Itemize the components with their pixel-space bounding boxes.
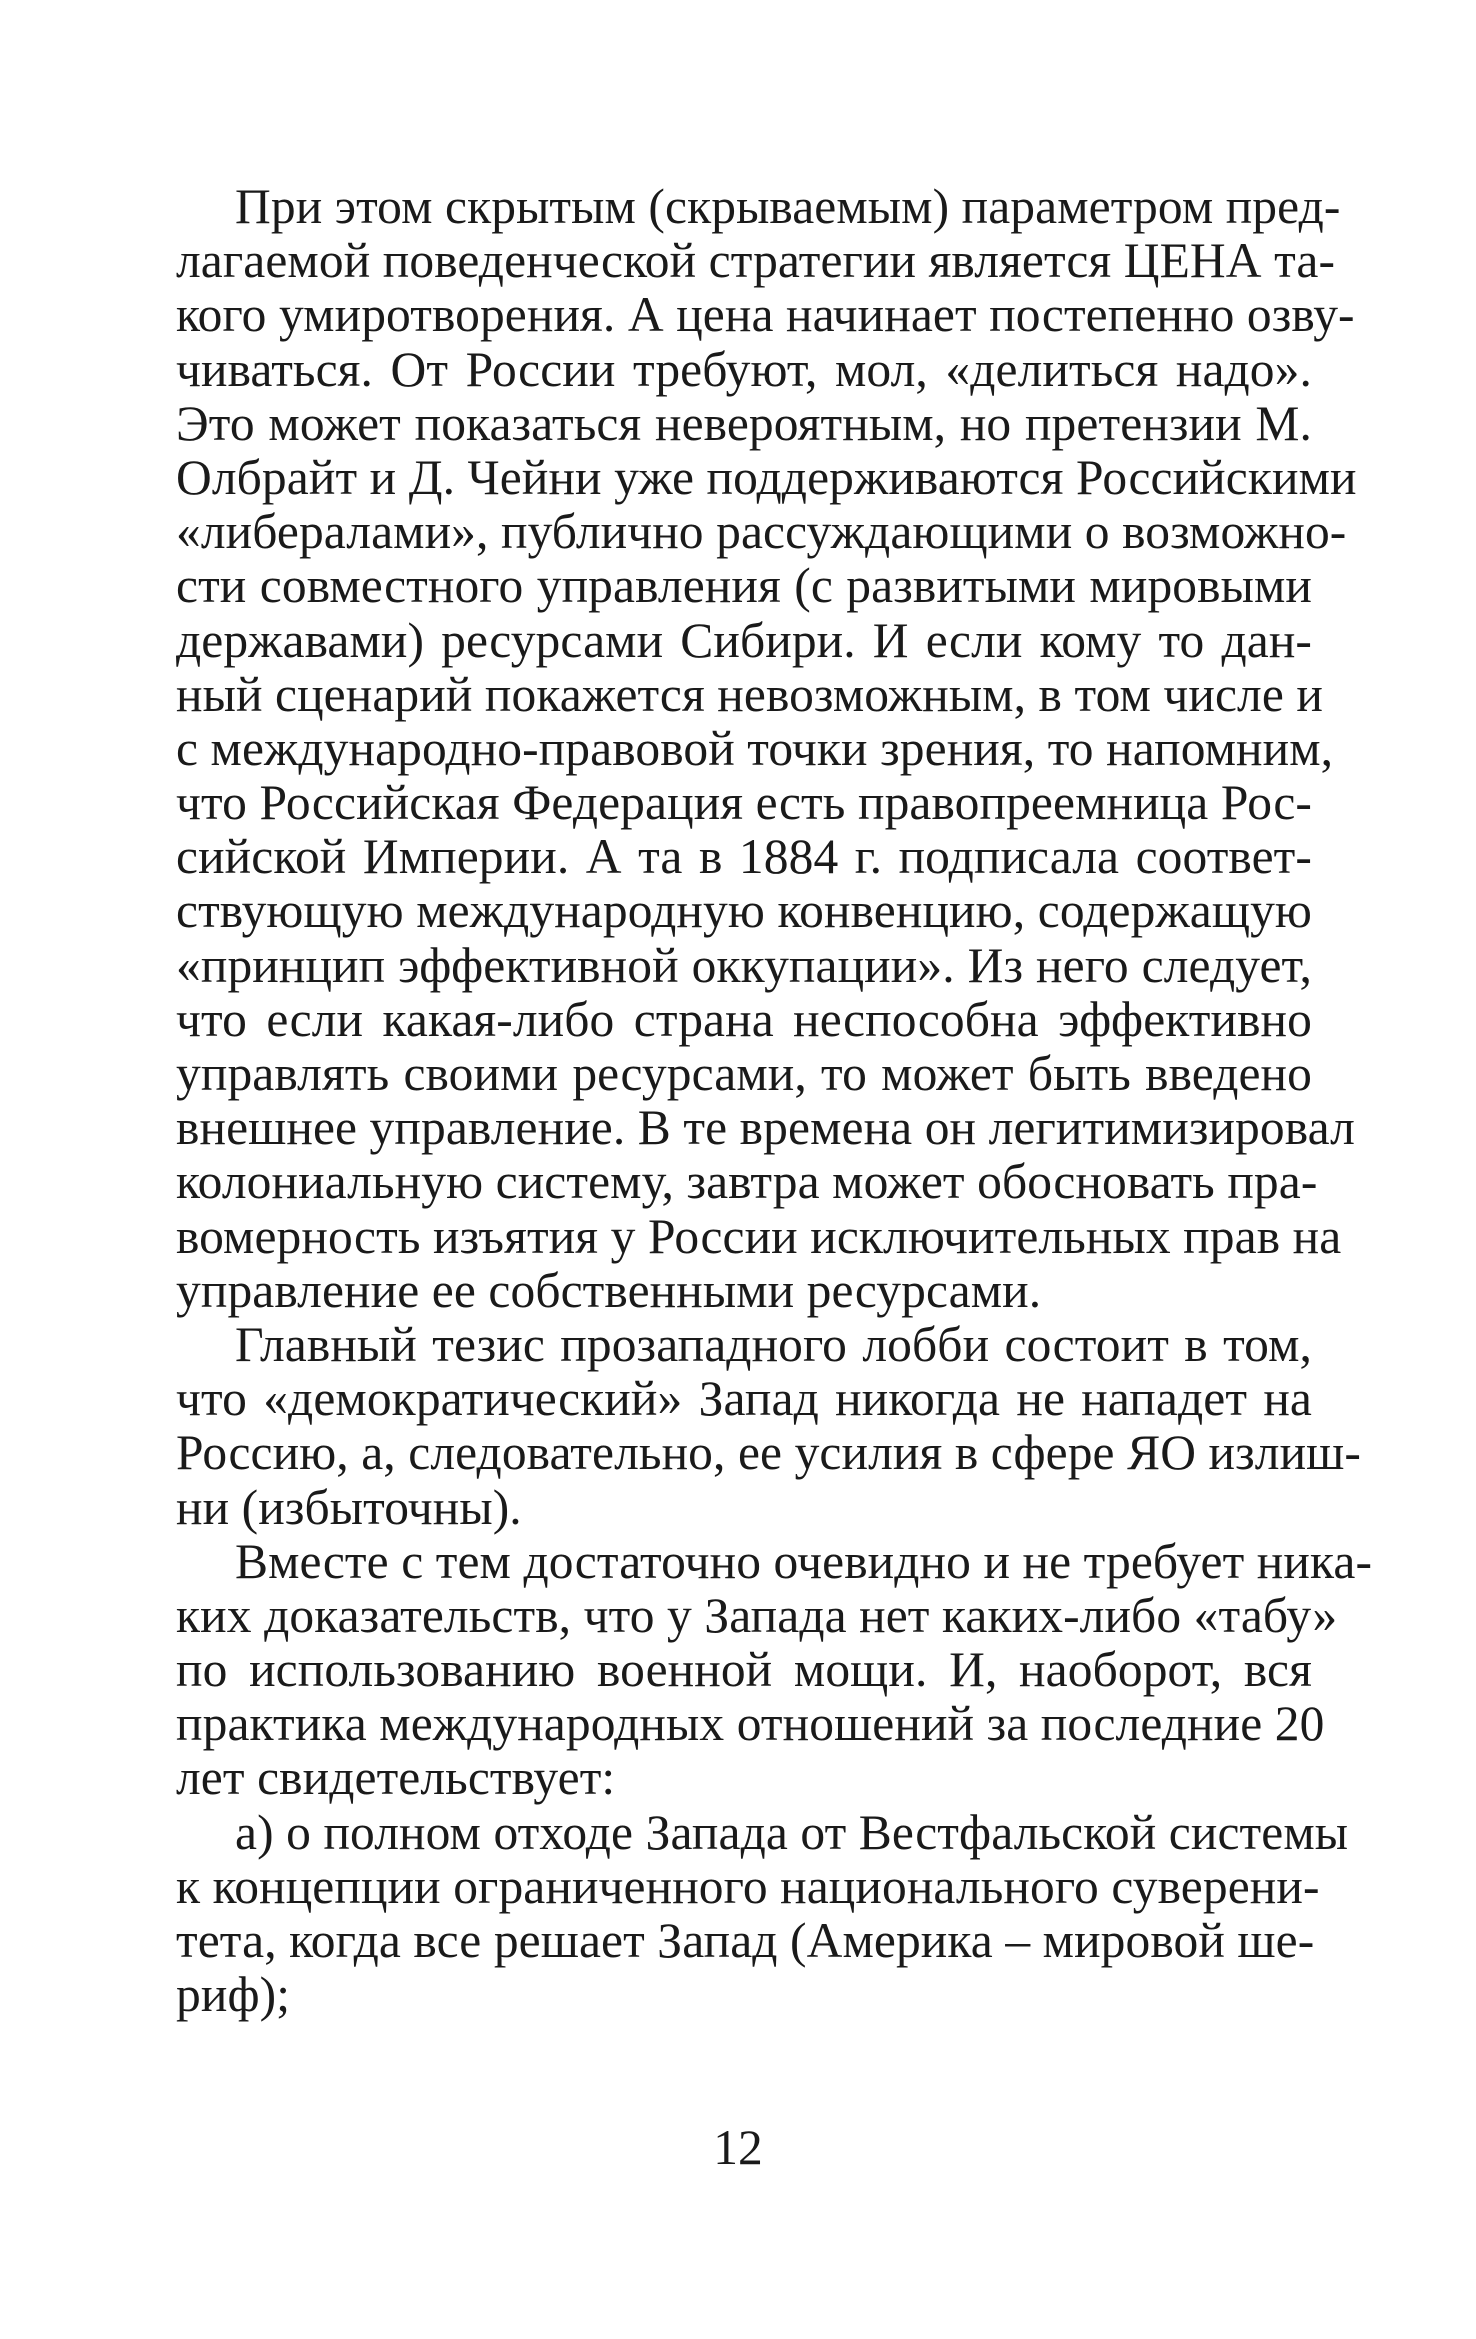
text-line: ный сценарий покажется невозможным, в том числе и bbox=[176, 666, 1323, 722]
text-line: с международно-правовой точки зрения, то напомним, bbox=[176, 720, 1334, 776]
paragraph bbox=[176, 1804, 1349, 2023]
paragraph bbox=[176, 179, 1357, 1318]
text-line: лет свидетельствует: bbox=[176, 1750, 616, 1806]
text-line: При этом скрытым (скрываемым) параметром пред- bbox=[235, 179, 1341, 234]
text-line: ни (избыточны). bbox=[176, 1479, 522, 1535]
text-line: державами) ресурсами Сибири. И если кому то дан- bbox=[176, 612, 1312, 668]
text-line: ствующую международную конвенцию, содержащую bbox=[176, 883, 1312, 939]
text-line: что «демократический» Запад никогда не нападет на bbox=[176, 1371, 1312, 1427]
text-line: управлять своими ресурсами, то может быть введено bbox=[176, 1046, 1312, 1101]
paragraph bbox=[176, 1316, 1361, 1535]
text-line: что Российская Федерация есть правопреемница Рос- bbox=[176, 775, 1312, 831]
text-line: «либералами», публично рассуждающими о возможно- bbox=[176, 504, 1347, 560]
text-line: кого умиротворения. А цена начинает постепенно озву- bbox=[176, 287, 1355, 343]
page-text bbox=[176, 179, 1373, 2023]
text-line: ких доказательств, что у Запада нет каких-либо «табу» bbox=[176, 1587, 1338, 1643]
text-line: тета, когда все решает Запад (Америка – мировой ше- bbox=[176, 1913, 1315, 1968]
text-line: сийской Империи. А та в 1884 г. подписала соответ- bbox=[176, 829, 1312, 885]
text-line: практика международных отношений за последние 20 bbox=[176, 1696, 1325, 1752]
text-line: «принцип эффективной оккупации». Из него следует, bbox=[176, 937, 1312, 993]
text-line: сти совместного управления (с развитыми мировыми bbox=[176, 558, 1312, 614]
paragraph bbox=[176, 1533, 1373, 1806]
text-line: управление ее собственными ресурсами. bbox=[176, 1262, 1042, 1318]
text-line: чиваться. От России требуют, мол, «делиться надо». bbox=[176, 341, 1312, 397]
text-line: вомерность изъятия у России исключительных прав на bbox=[176, 1208, 1342, 1264]
text-line: а) о полном отходе Запада от Вестфальской системы bbox=[235, 1804, 1349, 1860]
text-line: что если какая-либо страна неспособна эффективно bbox=[176, 991, 1312, 1047]
text-line: Олбрайт и Д. Чейни уже поддерживаются Российскими bbox=[176, 449, 1357, 505]
text-line: Главный тезис прозападного лобби состоит в том, bbox=[235, 1316, 1312, 1372]
text-line: лагаемой поведенческой стратегии является ЦЕНА та- bbox=[176, 233, 1336, 289]
text-line: колониальную систему, завтра может обосновать пра- bbox=[176, 1154, 1318, 1210]
text-line: внешнее управление. В те времена он легитимизировал bbox=[176, 1100, 1355, 1156]
text-line: Вместе с тем достаточно очевидно и не требует ника- bbox=[235, 1533, 1373, 1589]
text-line: Россию, а, следовательно, ее усилия в сфере ЯО излиш- bbox=[176, 1425, 1361, 1481]
page-number: 12 bbox=[713, 2120, 763, 2175]
text-line: к концепции ограниченного национального суверени- bbox=[176, 1858, 1320, 1914]
text-line: Это может показаться невероятным, но претензии М. bbox=[176, 395, 1312, 451]
text-line: по использованию военной мощи. И, наоборот, вся bbox=[176, 1642, 1312, 1698]
text-line: риф); bbox=[176, 1967, 291, 2023]
